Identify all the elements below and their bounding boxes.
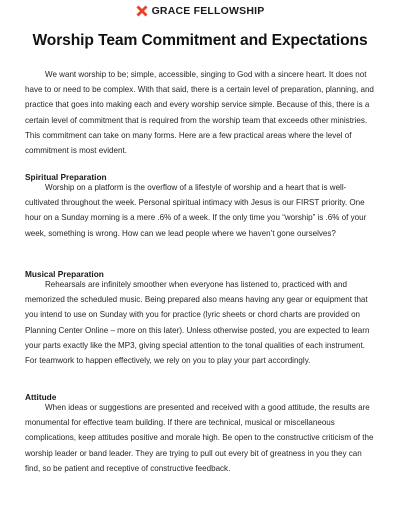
section-heading-musical: Musical Preparation	[25, 269, 104, 279]
org-logo	[0, 5, 400, 17]
section-text-attitude: When ideas or suggestions are presented and received with a good attitude, the results are monumental for effective team building. If there are technical, musical or miscellaneous complications, keep attitudes positive and morale high. Be open to the constructive criticism of the worship leader or band leader. They are trying to pull out every bit of greatness in you they can find, so be patient and receptive of constructive feedback.	[25, 403, 374, 473]
org-name: GRACE FELLOWSHIP	[151, 5, 265, 17]
intro-paragraph: We want worship to be; simple, accessible, singing to God with a sincere heart. It does not have to or need to be complex. With that said, there is a certain level of preparation, planning, and practice that goes into making each and every worship service simple. Because of this, there is a certain level of commitment that is required from the worship team that exceeds other ministries. This commitment can take on many forms. Here are a few practical areas where the level of commitment is most evident.	[25, 70, 374, 156]
section-text-spiritual: Worship on a platform is the overflow of a lifestyle of worship and a heart that is well-cultivated throughout the week. Personal spiritual intimacy with Jesus is our FIRST priority. One hour on a Sunday morning is a mere .6% of a week. If the only time you “worship” is .6% of your week, something is wrong. How can we lead people where we haven’t gone ourselves?	[25, 183, 367, 238]
section-heading-spiritual: Spiritual Preparation	[25, 172, 107, 182]
cross-logo-icon	[136, 5, 148, 17]
page-title: Worship Team Commitment and Expectations	[32, 32, 368, 49]
section-heading-attitude: Attitude	[25, 392, 57, 402]
section-text-musical: Rehearsals are infinitely smoother when everyone has listened to, practiced with and memorized the scheduled music. Being prepared also means having any gear or equipment that you intend to use on Sunday with you for practice (lyric sheets or chord charts are provided on Planning Center Online – more on this later). Unless otherwise posted, you are expected to learn your parts exactly like the MP3, giving special attention to the tonal qualities of each instrument. For teamwork to happen effectively, we rely on you to play your part accordingly.	[25, 280, 370, 366]
